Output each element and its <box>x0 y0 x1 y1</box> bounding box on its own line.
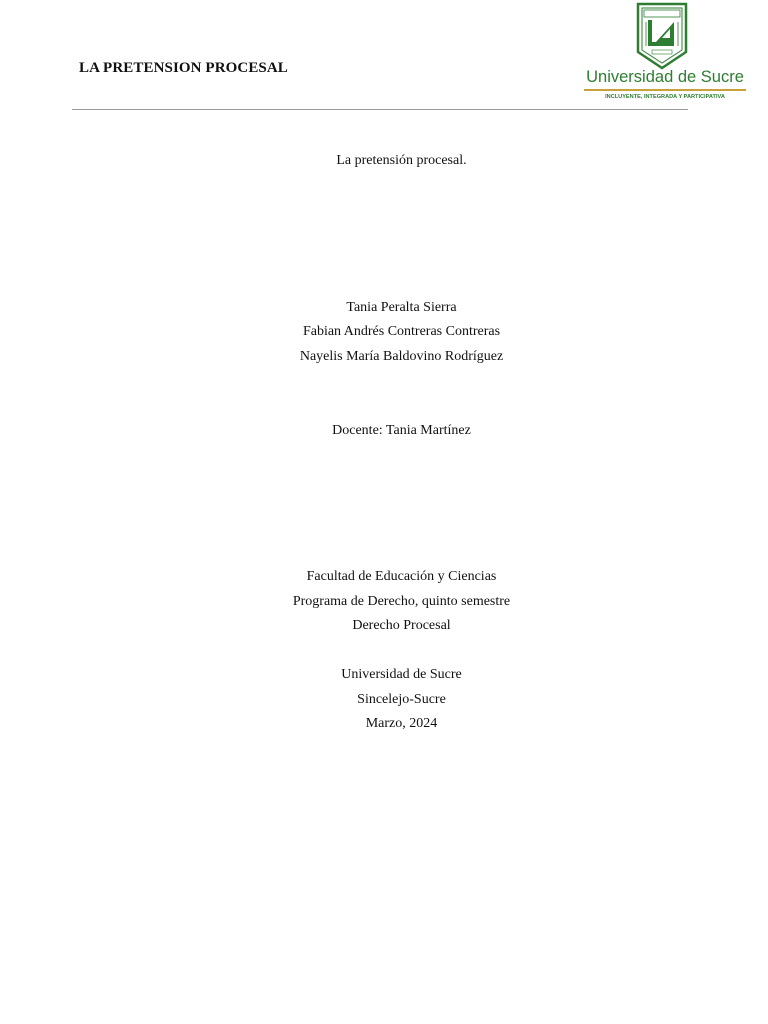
shield-emblem-icon <box>580 2 746 72</box>
header-divider <box>72 109 688 110</box>
faculty: Facultad de Educación y Ciencias <box>306 569 497 584</box>
program: Programa de Derecho, quinto semestre <box>292 594 511 609</box>
logo-divider <box>584 89 746 91</box>
logo-tagline: INCLUYENTE, INTEGRADA Y PARTICIPATIVA <box>605 94 725 100</box>
header-title: LA PRETENSION PROCESAL <box>79 60 288 76</box>
logo-wordmark: Universidad de Sucre <box>586 68 744 86</box>
date: Marzo, 2024 <box>365 716 438 731</box>
author-name: Nayelis María Baldovino Rodríguez <box>299 349 504 364</box>
teacher-name: Docente: Tania Martínez <box>332 423 471 438</box>
university-name: Universidad de Sucre <box>341 667 462 682</box>
author-name: Tania Peralta Sierra <box>346 300 457 315</box>
city: Sincelejo-Sucre <box>357 692 446 707</box>
course: Derecho Procesal <box>352 618 451 633</box>
university-logo <box>580 2 746 102</box>
author-name: Fabian Andrés Contreras Contreras <box>302 324 501 339</box>
document-title: La pretensión procesal. <box>336 153 467 168</box>
